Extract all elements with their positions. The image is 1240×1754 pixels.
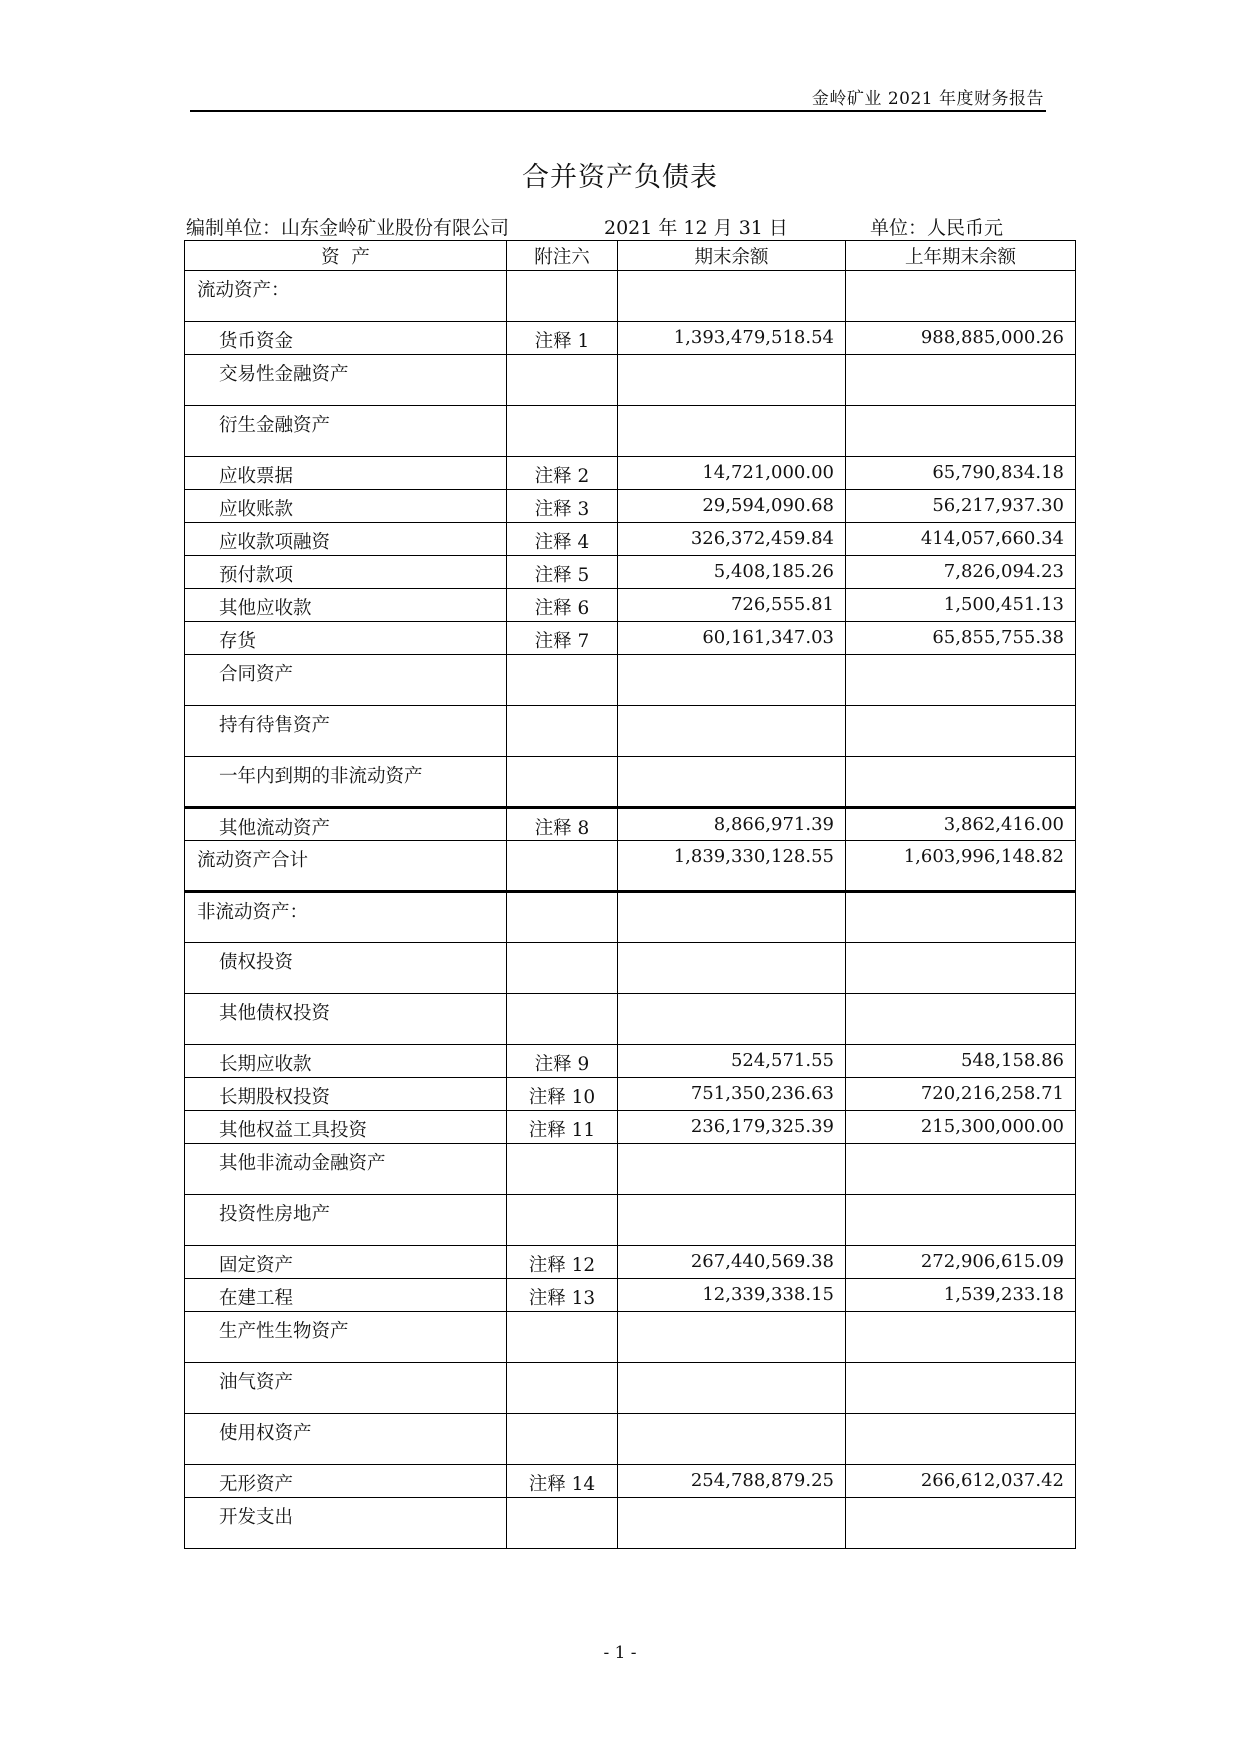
- row-prior: 988,885,000.26: [920, 327, 1064, 348]
- header-prior-period-end: 上年期末余额: [846, 241, 1076, 271]
- row-current: 5,408,185.26: [713, 561, 834, 582]
- row-current: 267,440,569.38: [690, 1251, 834, 1272]
- table-row: [185, 523, 1076, 556]
- row-note: 注释 10: [528, 1087, 596, 1108]
- running-header: [190, 86, 1046, 112]
- page-title: 合并资产负债表: [522, 162, 718, 193]
- row-prior: 1,500,451.13: [943, 594, 1064, 615]
- row-item: 油气资产: [219, 1372, 294, 1393]
- row-current: 60,161,347.03: [702, 627, 834, 648]
- row-note: 注释 7: [534, 631, 590, 652]
- row-note: 注释 9: [534, 1054, 590, 1075]
- row-prior: 65,855,755.38: [932, 627, 1064, 648]
- running-header-text: 金岭矿业 2021 年度财务报告: [811, 89, 1044, 109]
- row-current: 8,866,971.39: [713, 814, 834, 835]
- row-note: 注释 11: [528, 1120, 596, 1141]
- row-item: 其他流动资产: [219, 818, 331, 839]
- table-row: [185, 1279, 1076, 1312]
- row-current: 14,721,000.00: [702, 462, 834, 483]
- row-prior: 7,826,094.23: [943, 561, 1064, 582]
- row-item: 使用权资产: [219, 1423, 312, 1444]
- row-item: 开发支出: [219, 1507, 294, 1528]
- row-item: 合同资产: [219, 664, 294, 685]
- row-prior: 1,603,996,148.82: [903, 846, 1064, 867]
- table-row: [185, 622, 1076, 655]
- table-row-total-current-assets: [185, 841, 1076, 892]
- row-prior: 548,158.86: [960, 1050, 1064, 1071]
- row-note: 注释 12: [528, 1255, 596, 1276]
- row-item: 存货: [219, 631, 257, 652]
- table-row: [185, 1045, 1076, 1078]
- row-item: 其他非流动金融资产: [219, 1153, 386, 1174]
- table-row-section-current: [185, 271, 1076, 322]
- table-row: [185, 1078, 1076, 1111]
- row-current: 1,839,330,128.55: [673, 846, 834, 867]
- table-header-row: [185, 241, 1076, 271]
- row-current: 12,339,338.15: [702, 1284, 834, 1305]
- row-item: 持有待售资产: [219, 715, 331, 736]
- header-note: 附注六: [507, 241, 618, 271]
- table-row: [185, 1195, 1076, 1246]
- table-row: [185, 1111, 1076, 1144]
- header-period-end: 期末余额: [618, 241, 846, 271]
- row-prior: 272,906,615.09: [920, 1251, 1064, 1272]
- table-row: [185, 556, 1076, 589]
- row-item: 长期股权投资: [219, 1087, 331, 1108]
- row-item: 投资性房地产: [219, 1204, 331, 1225]
- row-item: 其他权益工具投资: [219, 1120, 368, 1141]
- row-item: 应收款项融资: [219, 532, 331, 553]
- table-row: [185, 355, 1076, 406]
- row-note: 注释 4: [534, 532, 590, 553]
- row-note: 注释 14: [528, 1474, 596, 1495]
- table-row: [185, 322, 1076, 355]
- row-note: 注释 2: [534, 466, 590, 487]
- row-current: 726,555.81: [730, 594, 834, 615]
- row-current: 236,179,325.39: [690, 1116, 834, 1137]
- row-item: 货币资金: [219, 331, 294, 352]
- row-item: 预付款项: [219, 565, 294, 586]
- table-row: [185, 808, 1076, 841]
- table-row: [185, 706, 1076, 757]
- table-row: [185, 589, 1076, 622]
- row-prior: 56,217,937.30: [932, 495, 1064, 516]
- row-item: 衍生金融资产: [219, 415, 331, 436]
- page-number: - 1 -: [603, 1643, 637, 1663]
- table-row: [185, 1465, 1076, 1498]
- row-item: 长期应收款: [219, 1054, 312, 1075]
- row-current: 524,571.55: [730, 1050, 834, 1071]
- row-current: 326,372,459.84: [690, 528, 834, 549]
- table-row: [185, 943, 1076, 994]
- row-item: 应收账款: [219, 499, 294, 520]
- table-row: [185, 757, 1076, 808]
- row-current: 751,350,236.63: [690, 1083, 834, 1104]
- row-item: 非流动资产：: [197, 902, 309, 923]
- row-item: 应收票据: [219, 466, 294, 487]
- table-row: [185, 1498, 1076, 1549]
- table-row-section-noncurrent: [185, 892, 1076, 943]
- table-row: [185, 1363, 1076, 1414]
- row-item: 固定资产: [219, 1255, 294, 1276]
- table-row: [185, 1144, 1076, 1195]
- report-date: 2021 年 12 月 31 日: [604, 217, 788, 239]
- row-item: 流动资产：: [197, 280, 290, 301]
- row-prior: 3,862,416.00: [943, 814, 1064, 835]
- row-prior: 266,612,037.42: [920, 1470, 1064, 1491]
- row-prior: 414,057,660.34: [920, 528, 1064, 549]
- table-row: [185, 1312, 1076, 1363]
- row-item: 无形资产: [219, 1474, 294, 1495]
- balance-sheet-table: [184, 240, 1076, 1549]
- row-item: 债权投资: [219, 952, 294, 973]
- table-row: [185, 655, 1076, 706]
- preparing-entity: 编制单位：山东金岭矿业股份有限公司: [186, 217, 510, 239]
- currency-unit: 单位：人民币元: [870, 217, 1004, 239]
- row-item: 在建工程: [219, 1288, 294, 1309]
- row-prior: 215,300,000.00: [920, 1116, 1064, 1137]
- header-assets: 资 产: [185, 241, 507, 271]
- row-item: 其他应收款: [219, 598, 312, 619]
- row-current: 29,594,090.68: [702, 495, 834, 516]
- row-item: 流动资产合计: [197, 850, 309, 871]
- table-row: [185, 457, 1076, 490]
- table-row: [185, 994, 1076, 1045]
- row-note: 注释 13: [528, 1288, 596, 1309]
- row-item: 其他债权投资: [219, 1003, 331, 1024]
- table-row: [185, 490, 1076, 523]
- row-item: 交易性金融资产: [219, 364, 349, 385]
- table-row: [185, 1414, 1076, 1465]
- table-row: [185, 406, 1076, 457]
- row-item: 生产性生物资产: [219, 1321, 349, 1342]
- row-note: 注释 3: [534, 499, 590, 520]
- row-note: 注释 6: [534, 598, 590, 619]
- row-prior: 65,790,834.18: [932, 462, 1064, 483]
- table-row: [185, 1246, 1076, 1279]
- row-prior: 720,216,258.71: [920, 1083, 1064, 1104]
- row-note: 注释 8: [534, 818, 590, 839]
- row-note: 注释 5: [534, 565, 590, 586]
- row-note: 注释 1: [534, 331, 590, 352]
- row-current: 1,393,479,518.54: [673, 327, 834, 348]
- row-item: 一年内到期的非流动资产: [219, 766, 423, 787]
- row-prior: 1,539,233.18: [943, 1284, 1064, 1305]
- row-current: 254,788,879.25: [690, 1470, 834, 1491]
